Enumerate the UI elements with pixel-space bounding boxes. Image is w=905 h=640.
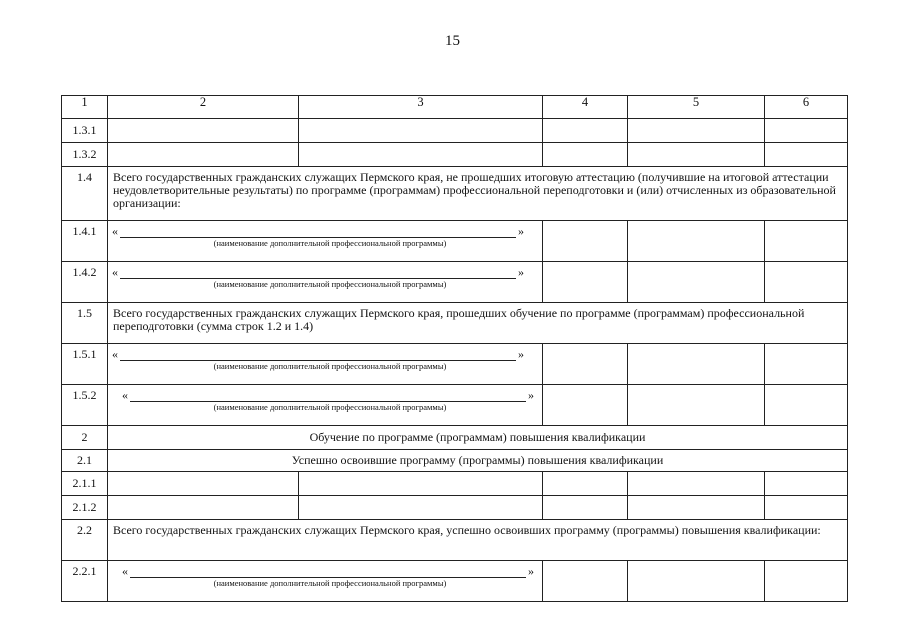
program-name-field: [108, 561, 543, 602]
header-row: [62, 96, 848, 119]
row-description: Всего государственных гражданских служащих Пермского края, не прошедших итоговую аттестацию (получившие на итоговой аттестации неудовлетворительные результаты) по программе (программам) профессиональной переподготовки и (или) отчисленных из образовательной организации:: [108, 167, 848, 221]
open-quote: «: [122, 388, 128, 402]
header-cell: 3: [299, 96, 543, 119]
section-heading: Обучение по программе (программам) повышения квалификации: [108, 426, 848, 450]
header-cell: 6: [765, 96, 848, 119]
table-cell: [543, 119, 628, 143]
row-description: Всего государственных гражданских служащих Пермского края, прошедших обучение по программе (программам) профессиональной переподготовки (сумма строк 1.2 и 1.4): [108, 303, 848, 344]
table-row: [62, 143, 848, 167]
table-cell: [765, 496, 848, 520]
close-quote: »: [518, 347, 524, 361]
program-name-blank: [130, 567, 526, 578]
table-cell: [628, 221, 765, 262]
program-name-caption: (наименование дополнительной профессиональной программы): [213, 578, 447, 588]
close-quote: »: [528, 388, 534, 402]
table-row: [62, 561, 848, 602]
table-row: [62, 450, 848, 472]
table-row: [62, 426, 848, 450]
table-row: [62, 303, 848, 344]
table-cell: [108, 119, 299, 143]
program-name-blank: [120, 268, 516, 279]
row-number: 2.1.1: [62, 472, 108, 496]
table-cell: [765, 344, 848, 385]
program-name-blank: [120, 350, 516, 361]
table-cell: [628, 262, 765, 303]
row-description: Всего государственных гражданских служащих Пермского края, успешно освоивших программу (программы) повышения квалификации:: [108, 520, 848, 561]
table-row: [62, 262, 848, 303]
table-cell: [765, 119, 848, 143]
table-cell: [543, 262, 628, 303]
table-cell: [628, 496, 765, 520]
row-number: 1.4.2: [62, 262, 108, 303]
table-row: [62, 119, 848, 143]
table-cell: [765, 385, 848, 426]
close-quote: »: [518, 224, 524, 238]
table-cell: [543, 143, 628, 167]
table-cell: [543, 472, 628, 496]
table-row: [62, 221, 848, 262]
program-name-blank: [130, 391, 526, 402]
table-cell: [628, 143, 765, 167]
program-name-caption: (наименование дополнительной профессиональной программы): [213, 279, 447, 289]
table-cell: [628, 119, 765, 143]
open-quote: «: [112, 224, 118, 238]
row-number: 2.1: [62, 450, 108, 472]
report-table: [61, 95, 848, 602]
table-cell: [628, 561, 765, 602]
close-quote: »: [528, 564, 534, 578]
open-quote: «: [112, 347, 118, 361]
table-cell: [765, 472, 848, 496]
row-number: 1.3.1: [62, 119, 108, 143]
header-cell: 4: [543, 96, 628, 119]
header-cell: 2: [108, 96, 299, 119]
row-number: 2.2: [62, 520, 108, 561]
table-row: [62, 344, 848, 385]
program-name-field: [108, 344, 543, 385]
page-number: 15: [445, 33, 460, 49]
open-quote: «: [122, 564, 128, 578]
row-number: 2: [62, 426, 108, 450]
program-name-field: [108, 262, 543, 303]
table-cell: [765, 561, 848, 602]
table-row: [62, 472, 848, 496]
table-row: [62, 496, 848, 520]
table-row: [62, 167, 848, 221]
program-name-field: [108, 385, 543, 426]
program-name-field: [108, 221, 543, 262]
row-number: 1.4: [62, 167, 108, 221]
table-row: [62, 385, 848, 426]
row-number: 1.5: [62, 303, 108, 344]
table-cell: [299, 143, 543, 167]
table-cell: [765, 143, 848, 167]
row-number: 2.1.2: [62, 496, 108, 520]
table-cell: [628, 385, 765, 426]
row-number: 1.3.2: [62, 143, 108, 167]
table-cell: [765, 262, 848, 303]
header-cell: 5: [628, 96, 765, 119]
table-cell: [765, 221, 848, 262]
header-cell: 1: [62, 96, 108, 119]
table-row: [62, 520, 848, 561]
close-quote: »: [518, 265, 524, 279]
table-cell: [108, 472, 299, 496]
table-cell: [299, 496, 543, 520]
table-cell: [108, 143, 299, 167]
table-cell: [628, 472, 765, 496]
row-number: 1.4.1: [62, 221, 108, 262]
table-cell: [543, 221, 628, 262]
table-cell: [543, 561, 628, 602]
table-cell: [628, 344, 765, 385]
program-name-blank: [120, 227, 516, 238]
section-heading: Успешно освоившие программу (программы) повышения квалификации: [108, 450, 848, 472]
table-cell: [108, 496, 299, 520]
program-name-caption: (наименование дополнительной профессиональной программы): [213, 361, 447, 371]
table-cell: [543, 344, 628, 385]
program-name-caption: (наименование дополнительной профессиональной программы): [213, 402, 447, 412]
row-number: 1.5.2: [62, 385, 108, 426]
program-name-caption: (наименование дополнительной профессиональной программы): [213, 238, 447, 248]
table-cell: [543, 385, 628, 426]
open-quote: «: [112, 265, 118, 279]
row-number: 1.5.1: [62, 344, 108, 385]
row-number: 2.2.1: [62, 561, 108, 602]
table-cell: [299, 119, 543, 143]
table-cell: [299, 472, 543, 496]
table-cell: [543, 496, 628, 520]
